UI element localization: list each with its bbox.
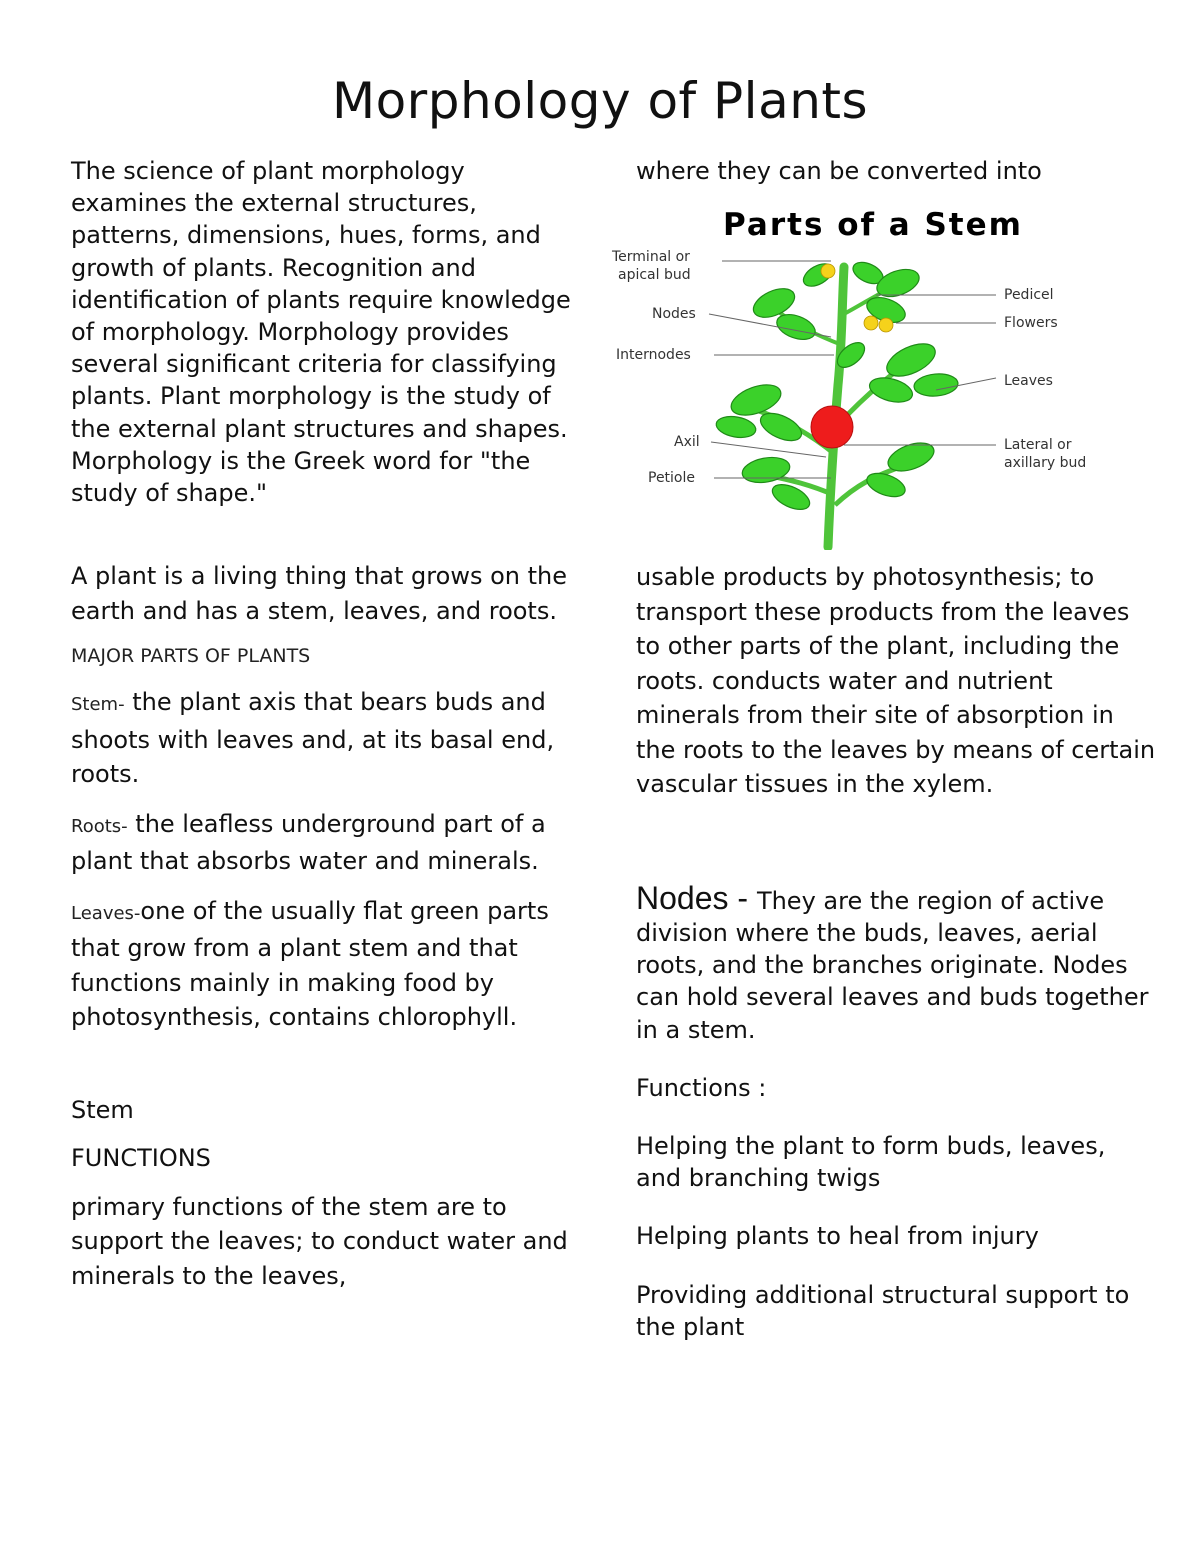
- label-nodes: Nodes: [652, 306, 696, 323]
- label-flowers: Flowers: [1004, 315, 1058, 332]
- major-parts-heading: MAJOR PARTS OF PLANTS: [71, 645, 311, 668]
- nodes-functions-list: [636, 1130, 1156, 1343]
- label-leaves: Leaves: [1004, 373, 1053, 390]
- leaves-term: Leaves-: [71, 902, 141, 924]
- function-item: Providing additional structural support to the plant: [636, 1280, 1130, 1341]
- fruit-shape: [811, 406, 853, 448]
- roots-definition: [71, 807, 571, 879]
- label-lateral-bud-1: Lateral or: [1004, 437, 1072, 454]
- nodes-functions-label: Functions :: [636, 1073, 767, 1102]
- function-item: Helping plants to heal from injury: [636, 1222, 1039, 1251]
- functions-heading: FUNCTIONS: [71, 1144, 211, 1173]
- label-lateral-bud-2: axillary bud: [1004, 455, 1087, 472]
- leaves-def-text: one of the usually flat green parts that grow from a plant stem and that functions mainly in making food by photosynthesis, contains chlorophyll.: [71, 896, 549, 1032]
- label-axil: Axil: [674, 434, 700, 451]
- stem-def-text: the plant axis that bears buds and shoots with leaves and, at its basal end, roots.: [71, 688, 555, 789]
- nodes-term: Nodes -: [636, 879, 757, 916]
- label-internodes: Internodes: [616, 347, 691, 364]
- stem-functions-continued: usable products by photosynthesis; to transport these products from the leaves to other parts of the plant, including the roots. conducts water and nutrient minerals from their site of absorption in the roots to the leaves by means of certain vascular tissues in the xylem.: [636, 563, 1156, 799]
- leaves-definition: [71, 894, 571, 1035]
- nodes-definition: [636, 879, 1156, 1046]
- nodes-def-text: They are the region of active division where the buds, leaves, aerial roots, and the branches originate. Nodes can hold several leaves and buds together in a stem.: [636, 886, 1149, 1044]
- label-petiole: Petiole: [648, 470, 696, 487]
- left-column: [71, 155, 571, 1293]
- parts-of-stem-figure: [606, 195, 1126, 550]
- label-pedicel: Pedicel: [1004, 287, 1054, 304]
- roots-def-text: the leafless underground part of a plant that absorbs water and minerals.: [71, 809, 546, 876]
- plant-definition: A plant is a living thing that grows on the earth and has a stem, leaves, and roots.: [71, 562, 567, 625]
- page-title: Morphology of Plants: [331, 72, 869, 130]
- stem-heading: Stem: [71, 1095, 134, 1124]
- stem-functions-text: primary functions of the stem are to support the leaves; to conduct water and minerals to the leaves,: [71, 1192, 568, 1290]
- function-item: Helping the plant to form buds, leaves, and branching twigs: [636, 1131, 1106, 1193]
- stem-definition: [71, 685, 571, 792]
- intro-paragraph: The science of plant morphology examines the external structures, patterns, dimensions, hues, forms, and growth of plants. Recognition and identification of plants require knowledge of morphology. Morphology provides several significant criteria for classifying plants. Plant morphology is the study of the external plant structures and shapes. Morphology is the Greek word for "the study of shape.": [71, 157, 571, 508]
- label-terminal-bud-1: Terminal or: [612, 249, 690, 266]
- continued-top-text: where they can be converted into: [636, 157, 1042, 185]
- label-terminal-bud-2: apical bud: [618, 267, 691, 284]
- stem-term: Stem-: [71, 694, 125, 716]
- right-column: [612, 155, 1156, 1343]
- roots-term: Roots-: [71, 815, 128, 837]
- figure-title: Parts of a Stem: [723, 207, 1023, 244]
- leader-lines: [709, 261, 996, 478]
